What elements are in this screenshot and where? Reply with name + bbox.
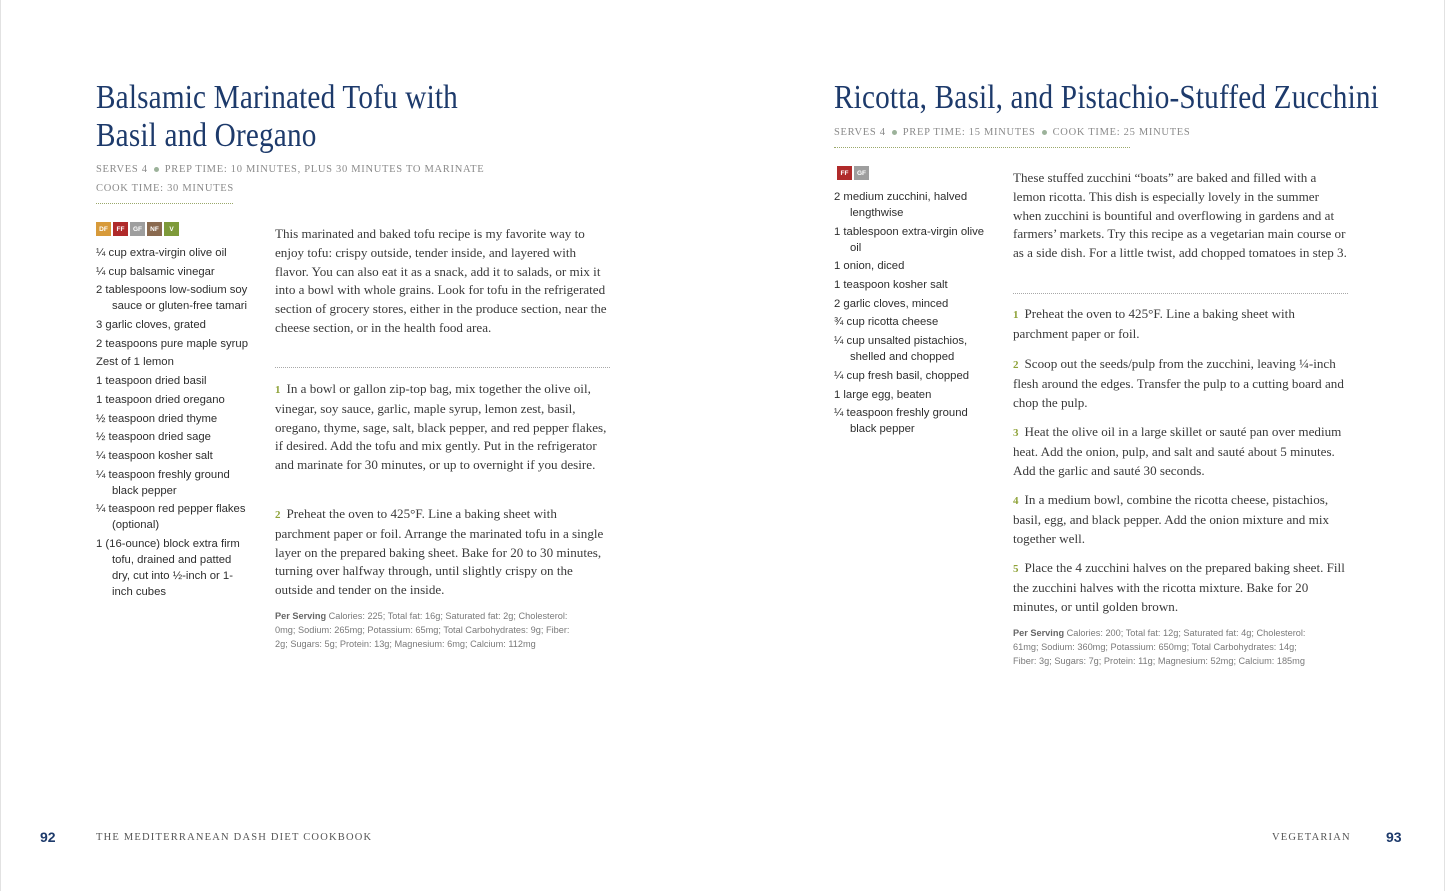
left-recipe-title bbox=[96, 79, 458, 155]
ingredient-item: 2 tablespoons low-sodium soy sauce or gluten-free tamari bbox=[96, 284, 248, 313]
right-cook-time: COOK TIME: 25 MINUTES bbox=[1052, 127, 1191, 138]
ingredient-item: ¼ cup fresh basil, chopped bbox=[834, 369, 970, 382]
ingredient-item: ¼ teaspoon red pepper flakes (optional) bbox=[96, 503, 246, 532]
right-ingredients-list bbox=[834, 189, 992, 440]
vegan-badge-icon: V bbox=[164, 222, 179, 236]
step-number: 4 bbox=[1013, 495, 1019, 507]
left-title-line-1: Balsamic Marinated Tofu with bbox=[96, 79, 458, 116]
ingredient-item: 1 teaspoon kosher salt bbox=[834, 279, 948, 292]
ingredient-item: 1 (16-ounce) block extra firm tofu, drained and patted dry, cut into ½-inch or 1-inch cubes bbox=[96, 537, 240, 598]
left-running-head: THE MEDITERRANEAN DASH DIET COOKBOOK bbox=[96, 832, 373, 843]
right-running-head: VEGETARIAN bbox=[1272, 832, 1351, 843]
ingredient-item: 3 garlic cloves, grated bbox=[96, 319, 206, 332]
step-number: 3 bbox=[1013, 427, 1019, 439]
left-cook-time: COOK TIME: 30 MINUTES bbox=[96, 183, 234, 194]
right-page-number: 93 bbox=[1386, 829, 1402, 845]
nutrition-values: Calories: 225; Total fat: 16g; Saturated fat: 2g; Cholesterol: 0mg; Sodium: 265mg; Potassium: 65mg; Total Carbohydrates: 9g; Fiber: 2g; Sugars: 5g; Protein: 13g; Magnesium: 6mg; Calcium: 112mg bbox=[275, 611, 570, 649]
step-number: 1 bbox=[1013, 309, 1019, 321]
meta-separator-dot-icon bbox=[892, 130, 897, 135]
step-text: Preheat the oven to 425°F. Line a baking sheet with parchment paper or foil. Arrange the marinated tofu in a single layer on the prepared baking sheet. Bake for 20 to 30 minutes, turning over halfway through, until slightly crispy on the outside and tender on the inside. bbox=[275, 506, 604, 598]
gluten-free-badge-icon: GF bbox=[854, 166, 869, 180]
right-recipe-title bbox=[834, 79, 1379, 117]
five-ingredient-badge-icon: FF bbox=[113, 222, 128, 236]
step-text: Preheat the oven to 425°F. Line a baking sheet with parchment paper or foil. bbox=[1013, 306, 1295, 341]
nutrition-label: Per Serving bbox=[275, 611, 327, 621]
ingredient-item: ¼ cup balsamic vinegar bbox=[96, 265, 215, 278]
ingredient-item: ¼ cup extra-virgin olive oil bbox=[96, 247, 227, 259]
left-nutrition bbox=[275, 609, 575, 651]
meta-separator-dot-icon bbox=[154, 167, 159, 172]
left-intro-rule bbox=[275, 367, 610, 368]
ingredient-item: 2 medium zucchini, halved lengthwise bbox=[834, 191, 968, 219]
left-prep-time: PREP TIME: 10 MINUTES, PLUS 30 MINUTES TO MARINATE bbox=[164, 164, 485, 175]
ingredient-item: 1 teaspoon dried oregano bbox=[96, 393, 225, 406]
ingredient-item: 1 teaspoon dried basil bbox=[96, 375, 207, 388]
left-page-number: 92 bbox=[40, 829, 56, 845]
ingredient-item: 1 onion, diced bbox=[834, 260, 905, 273]
left-step-2 bbox=[275, 505, 611, 600]
ingredient-item: Zest of 1 lemon bbox=[96, 356, 174, 369]
ingredient-item: 2 garlic cloves, minced bbox=[834, 297, 949, 310]
right-meta-rule bbox=[834, 147, 1130, 148]
ingredient-item: ½ teaspoon dried sage bbox=[96, 431, 211, 444]
left-ingredients-list bbox=[96, 245, 251, 603]
left-recipe-meta bbox=[96, 160, 484, 198]
left-serves: SERVES 4 bbox=[96, 164, 148, 175]
right-nutrition bbox=[1013, 626, 1313, 668]
step-number: 5 bbox=[1013, 563, 1019, 575]
step-text: In a bowl or gallon zip-top bag, mix together the olive oil, vinegar, soy sauce, garlic, maple syrup, lemon zest, basil, oregano, thyme, sage, salt, black pepper, and red pepper flakes, if desired. Add the tofu and mix gently. Put in the refrigerator and marinate for 30 minutes, or up to overnight if you desire. bbox=[275, 381, 607, 473]
nut-free-badge-icon: NF bbox=[147, 222, 162, 236]
left-meta-rule bbox=[96, 203, 233, 204]
ingredient-item: 1 tablespoon extra-virgin olive oil bbox=[834, 225, 985, 254]
right-serves: SERVES 4 bbox=[834, 127, 886, 138]
ingredient-item: ¼ teaspoon freshly ground black pepper bbox=[834, 407, 968, 436]
ingredient-item: ¼ teaspoon freshly ground black pepper bbox=[96, 468, 230, 497]
right-intro-rule bbox=[1013, 293, 1348, 294]
right-diet-badges bbox=[837, 166, 869, 180]
right-step-1 bbox=[1013, 305, 1349, 344]
left-step-1 bbox=[275, 380, 611, 475]
step-text: Heat the olive oil in a large skillet or sauté pan over medium heat. Add the onion, pulp, and salt and sauté about 5 minutes. Add the garlic and sauté 30 seconds. bbox=[1013, 424, 1342, 478]
left-title-line-2: Basil and Oregano bbox=[96, 117, 317, 154]
right-step-5 bbox=[1013, 559, 1349, 616]
step-text: In a medium bowl, combine the ricotta cheese, pistachios, basil, egg, and black pepper. Add the onion mixture and mix together well. bbox=[1013, 492, 1330, 546]
step-number: 1 bbox=[275, 384, 281, 396]
right-step-4 bbox=[1013, 491, 1349, 548]
right-recipe-meta bbox=[834, 123, 1190, 142]
right-step-3 bbox=[1013, 423, 1349, 480]
ingredient-item: ½ teaspoon dried thyme bbox=[96, 412, 218, 425]
ingredient-item: ¼ cup unsalted pistachios, shelled and chopped bbox=[834, 335, 968, 364]
step-text: Place the 4 zucchini halves on the prepared baking sheet. Fill the zucchini halves with the ricotta mixture. Bake for 20 minutes, or until golden brown. bbox=[1013, 560, 1345, 614]
page-edge-left bbox=[0, 0, 1, 891]
ingredient-item: ¾ cup ricotta cheese bbox=[834, 316, 939, 329]
dairy-free-badge-icon: DF bbox=[96, 222, 111, 236]
gluten-free-badge-icon: GF bbox=[130, 222, 145, 236]
nutrition-label: Per Serving bbox=[1013, 628, 1065, 638]
step-number: 2 bbox=[1013, 359, 1019, 371]
ingredient-item: ¼ teaspoon kosher salt bbox=[96, 449, 213, 462]
step-text: Scoop out the seeds/pulp from the zucchini, leaving ¼-inch flesh around the edges. Transfer the pulp to a cutting board and chop the pulp. bbox=[1013, 356, 1344, 410]
ingredient-item: 1 large egg, beaten bbox=[834, 388, 932, 401]
right-prep-time: PREP TIME: 15 MINUTES bbox=[902, 127, 1036, 138]
meta-separator-dot-icon bbox=[1042, 130, 1047, 135]
right-step-2 bbox=[1013, 355, 1349, 412]
right-intro: These stuffed zucchini “boats” are baked and filled with a lemon ricotta. This dish is especially lovely in the summer when zucchini is bountiful and overflowing in gardens and at farmers’ markets. Try this recipe as a vegetarian main course or as a side dish. For a little twist, add chopped tomatoes in step 3. bbox=[1013, 170, 1347, 261]
ingredient-item: 2 teaspoons pure maple syrup bbox=[96, 337, 248, 350]
right-title-line: Ricotta, Basil, and Pistachio-Stuffed Zucchini bbox=[834, 79, 1379, 116]
left-diet-badges bbox=[96, 222, 179, 236]
step-number: 2 bbox=[275, 509, 281, 521]
left-intro: This marinated and baked tofu recipe is my favorite way to enjoy tofu: crispy outside, tender inside, and layered with flavor. You can also eat it as a snack, add it to salads, or mix it into a bowl with whole grains. Look for tofu in the refrigerated section of grocery stores, either in the produce section, near the cheese section, or in the health food area. bbox=[275, 226, 607, 335]
five-ingredient-badge-icon: FF bbox=[837, 166, 852, 180]
nutrition-values: Calories: 200; Total fat: 12g; Saturated fat: 4g; Cholesterol: 61mg; Sodium: 360mg; Potassium: 650mg; Total Carbohydrates: 14g; Fiber: 3g; Sugars: 7g; Protein: 11g; Magnesium: 52mg; Calcium: 185mg bbox=[1013, 628, 1306, 666]
